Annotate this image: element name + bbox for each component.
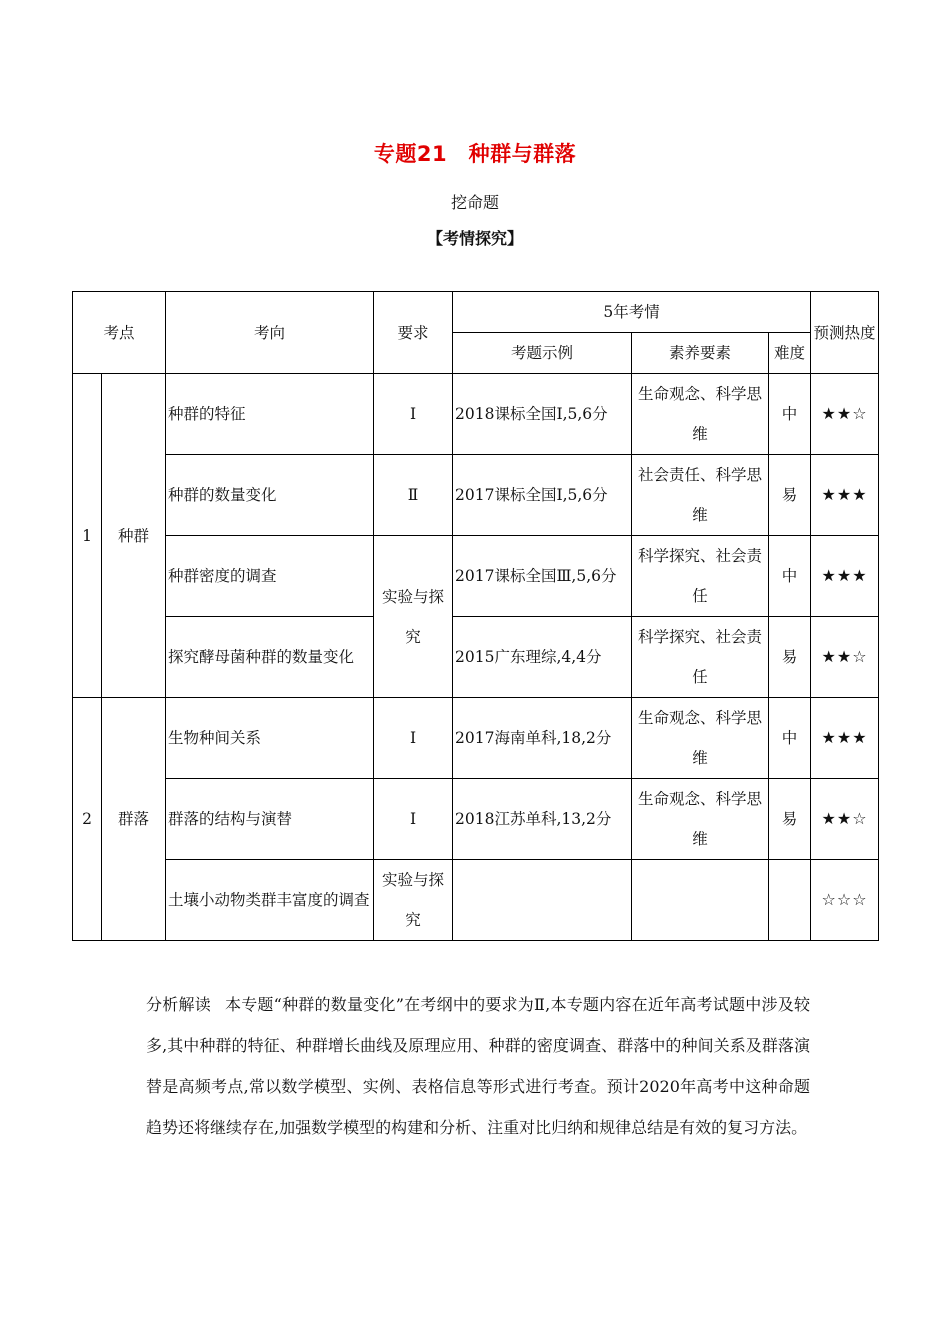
difficulty-cell [769,860,811,941]
table-row [73,374,879,455]
rating-stars: ★★★ [811,455,879,536]
suyang-cell [632,860,769,941]
header-yuce: 预测热度 [811,292,879,374]
difficulty-cell: 中 [769,374,811,455]
section-heading: 【考情探究】 [426,229,523,248]
requirement-cell: Ⅰ [374,698,453,779]
analysis-label: 分析解读 [146,995,211,1014]
table-row [73,536,879,617]
group-name: 群落 [102,698,166,941]
example-cell: 2018课标全国Ⅰ,5,6分 [453,374,632,455]
difficulty-cell: 易 [769,779,811,860]
requirement-cell: 实验与探究 [374,860,453,941]
rating-stars: ★★★ [811,698,879,779]
header-yaoqiu: 要求 [374,292,453,374]
example-cell: 2017课标全国Ⅰ,5,6分 [453,455,632,536]
suyang-cell: 社会责任、科学思维 [632,455,769,536]
header-example: 考题示例 [453,333,632,374]
analysis-paragraph [146,984,810,1148]
group-name: 种群 [102,374,166,698]
rating-stars: ★★☆ [811,779,879,860]
topic-cell: 种群密度的调查 [166,536,374,617]
example-cell: 2018江苏单科,13,2分 [453,779,632,860]
topic-cell: 种群的特征 [166,374,374,455]
suyang-cell: 生命观念、科学思维 [632,779,769,860]
example-cell: 2017课标全国Ⅲ,5,6分 [453,536,632,617]
requirement-cell: Ⅰ [374,374,453,455]
rating-stars: ★★☆ [811,617,879,698]
requirement-cell: 实验与探究 [374,536,453,698]
header-nandu: 难度 [769,333,811,374]
exam-analysis-table [72,291,879,941]
example-cell [453,860,632,941]
topic-cell: 探究酵母菌种群的数量变化 [166,617,374,698]
difficulty-cell: 易 [769,617,811,698]
topic-cell: 土壤小动物类群丰富度的调查 [166,860,374,941]
table-row [73,617,879,698]
example-cell: 2017海南单科,18,2分 [453,698,632,779]
rating-stars: ★★★ [811,536,879,617]
table-row [73,779,879,860]
header-five-year: 5年考情 [453,292,811,333]
requirement-cell: Ⅱ [374,455,453,536]
suyang-cell: 科学探究、社会责任 [632,536,769,617]
example-cell: 2015广东理综,4,4分 [453,617,632,698]
subtitle: 挖命题 [450,193,499,212]
suyang-cell: 生命观念、科学思维 [632,698,769,779]
rating-stars: ★★☆ [811,374,879,455]
topic-cell: 群落的结构与演替 [166,779,374,860]
suyang-cell: 科学探究、社会责任 [632,617,769,698]
requirement-cell: Ⅰ [374,779,453,860]
page-title: 专题21 种群与群落 [373,142,577,166]
difficulty-cell: 中 [769,698,811,779]
header-kaodian: 考点 [73,292,166,374]
analysis-text: 本专题“种群的数量变化”在考纲中的要求为Ⅱ,本专题内容在近年高考试题中涉及较多,其中种群的特征、种群增长曲线及原理应用、种群的密度调查、群落中的种间关系及群落演替是高频考点,常以数学模型、实例、表格信息等形式进行考查。预计2020年高考中这种命题趋势还将继续存在,加强数学模型的构建和分析、注重对比归纳和规律总结是有效的复习方法。 [146,995,810,1137]
suyang-cell: 生命观念、科学思维 [632,374,769,455]
rating-stars: ☆☆☆ [811,860,879,941]
group-number: 1 [73,374,102,698]
group-number: 2 [73,698,102,941]
topic-cell: 种群的数量变化 [166,455,374,536]
topic-cell: 生物种间关系 [166,698,374,779]
difficulty-cell: 中 [769,536,811,617]
header-suyang: 素养要素 [632,333,769,374]
table-row [73,455,879,536]
table-row [73,860,879,941]
table-row [73,698,879,779]
header-kaoxiang: 考向 [166,292,374,374]
difficulty-cell: 易 [769,455,811,536]
